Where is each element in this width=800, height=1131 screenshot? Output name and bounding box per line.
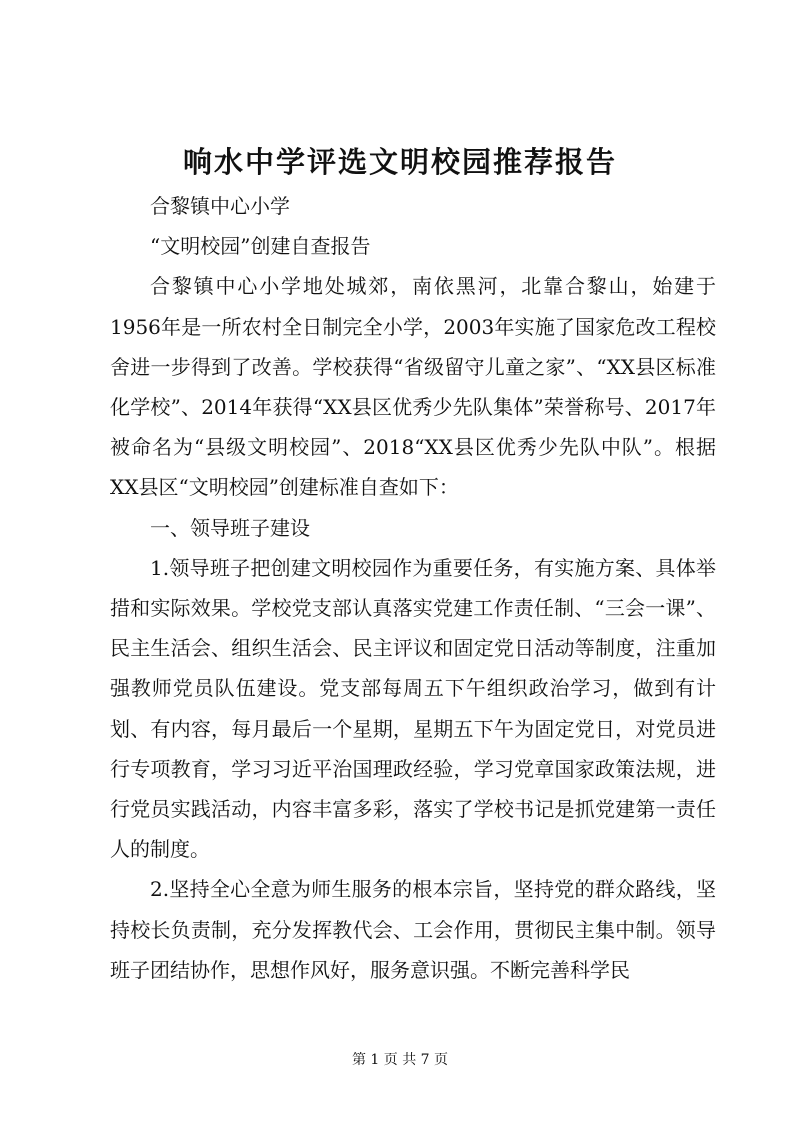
paragraph-report-subtitle: “文明校园”创建自查报告 [150, 234, 371, 259]
paragraph-item-2: 2.坚持全心全意为师生服务的根本宗旨，坚持党的群众路线，坚持校长负责制，充分发挥教代会、工会作用，贯彻民主集中制。领导班子团结协作，思想作风好，服务意识强。不断完善科学民 [110, 877, 716, 982]
paragraph-school-intro: 合黎镇中心小学地处城郊，南依黑河，北靠合黎山，始建于1956年是一所农村全日制完全小学，2003年实施了国家危改工程校舍进一步得到了改善。学校获得“省级留守儿童之家”、“XX县区标准化学校”、2014年获得“XX县区优秀少先队集体”荣誉称号、2017年被命名为“县级文明校园”、2018“XX县区优秀少先队中队”。根据XX县区“文明校园”创建标准自查如下： [110, 274, 716, 500]
section-heading-leadership: 一、领导班子建设 [150, 515, 310, 540]
page-number-footer: 第 1 页 共 7 页 [351, 1052, 449, 1068]
paragraph-school-name: 合黎镇中心小学 [150, 194, 290, 218]
paragraph-item-1: 1.领导班子把创建文明校园作为重要任务，有实施方案、具体举措和实际效果。学校党支部认真落实党建工作责任制、“三会一课”、民主生活会、组织生活会、民主评议和固定党日活动等制度，注重加强教师党员队伍建设。党支部每周五下午组织政治学习，做到有计划、有内容，每月最后一个星期，星期五下午为固定党日，对党员进行专项教育，学习习近平治国理政经验，学习党章国家政策法规，进行党员实践活动，内容丰富多彩，落实了学校书记是抓党建第一责任人的制度。 [110, 555, 716, 862]
document-title: 响水中学评选文明校园推荐报告 [182, 145, 617, 179]
document-body [110, 186, 716, 990]
